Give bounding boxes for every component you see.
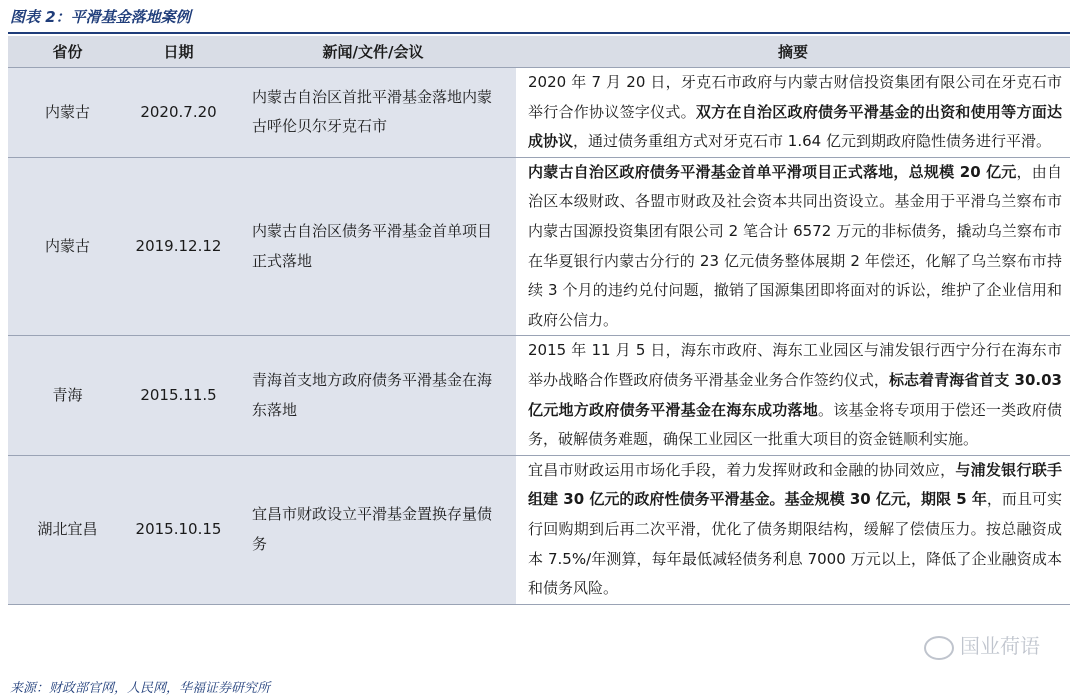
- table-header-row: [8, 36, 1070, 68]
- cell-province: 青海: [8, 336, 127, 455]
- watermark-text: 国业荷语: [960, 634, 1040, 658]
- summary-text: 宜昌市财政运用市场化手段，着力发挥财政和金融的协同效应，: [528, 460, 956, 479]
- summary-text: 2015 年 11 月 5 日，海东市政府、海东工业园区与浦发银行西宁分行在海东市举办战略合作暨政府债务平滑基金业务合作签约仪式，: [528, 341, 1062, 389]
- cell-date: 2015.10.15: [127, 455, 230, 604]
- summary-text: 2020 年 7 月 20 日，牙克石市政府与内蒙古财信投资集团有限公司在牙克石市举行合作协议签字仪式。: [528, 73, 1062, 121]
- source-note: 来源：财政部官网，人民网，华福证券研究所: [10, 681, 271, 696]
- cell-province: 内蒙古: [8, 157, 127, 336]
- summary-text: ，由自治区本级财政、各盟市财政及社会资本共同出资设立。基金用于平滑乌兰察布市内蒙古国源投资集团有限公司 2 笔合计 6572 万元的非标债务，撬动乌兰察布市在华夏银行内蒙古分行的 23 亿元债务整体展期 2 年偿还，化解了乌兰察布市持续 3 个月的违约兑付问题，撤销了国源集团即将面对的诉讼，维护了企业信用和政府公信力。: [528, 162, 1062, 329]
- cell-summary: [516, 157, 1070, 336]
- table-row: [8, 157, 1070, 336]
- cell-news: 内蒙古自治区首批平滑基金落地内蒙古呼伦贝尔牙克石市: [230, 68, 516, 158]
- cell-summary: [516, 336, 1070, 455]
- header-summary: 摘要: [516, 36, 1070, 68]
- cell-summary: [516, 68, 1070, 158]
- table-title: 图表 2：平滑基金落地案例: [10, 8, 191, 26]
- cell-date: 2015.11.5: [127, 336, 230, 455]
- summary-text: ，通过债务重组方式对牙克石市 1.64 亿元到期政府隐性债务进行平滑。: [573, 132, 1051, 151]
- watermark: [924, 630, 1040, 660]
- cell-date: 2020.7.20: [127, 68, 230, 158]
- cell-news: 青海首支地方政府债务平滑基金在海东落地: [230, 336, 516, 455]
- table-row: [8, 336, 1070, 455]
- cell-date: 2019.12.12: [127, 157, 230, 336]
- cell-news: 内蒙古自治区债务平滑基金首单项目正式落地: [230, 157, 516, 336]
- cell-summary: [516, 455, 1070, 604]
- header-date: 日期: [127, 36, 230, 68]
- header-news: 新闻/文件/会议: [230, 36, 516, 68]
- header-province: 省份: [8, 36, 127, 68]
- cell-province: 湖北宜昌: [8, 455, 127, 604]
- cell-news: 宜昌市财政设立平滑基金置换存量债务: [230, 455, 516, 604]
- summary-text: 。该基金将专项用于偿还一类政府债务，破解债务难题，确保工业园区一批重大项目的资金链顺利实施。: [528, 400, 1062, 449]
- cases-table: [8, 36, 1070, 605]
- summary-highlight: 双方在自治区政府债务平滑基金的出资和使用等方面达成协议: [528, 102, 1062, 151]
- wechat-icon: [924, 636, 954, 660]
- summary-highlight: 标志着青海省首支 30.03 亿元地方政府债务平滑基金在海东成功落地: [528, 370, 1062, 419]
- title-rule: [8, 32, 1070, 34]
- table-row: [8, 68, 1070, 158]
- table-row: [8, 455, 1070, 604]
- summary-highlight: 内蒙古自治区政府债务平滑基金首单平滑项目正式落地，总规模 20 亿元: [528, 162, 1017, 181]
- summary-highlight: 与浦发银行联手组建 30 亿元的政府性债务平滑基金。基金规模 30 亿元，期限 5 年: [528, 460, 1062, 509]
- summary-text: ，而且可实行回购期到后再二次平滑，优化了债务期限结构，缓解了偿债压力。按总融资成本 7.5%/年测算，每年最低减轻债务利息 7000 万元以上，降低了企业融资成本和债务风险。: [528, 490, 1062, 598]
- cell-province: 内蒙古: [8, 68, 127, 158]
